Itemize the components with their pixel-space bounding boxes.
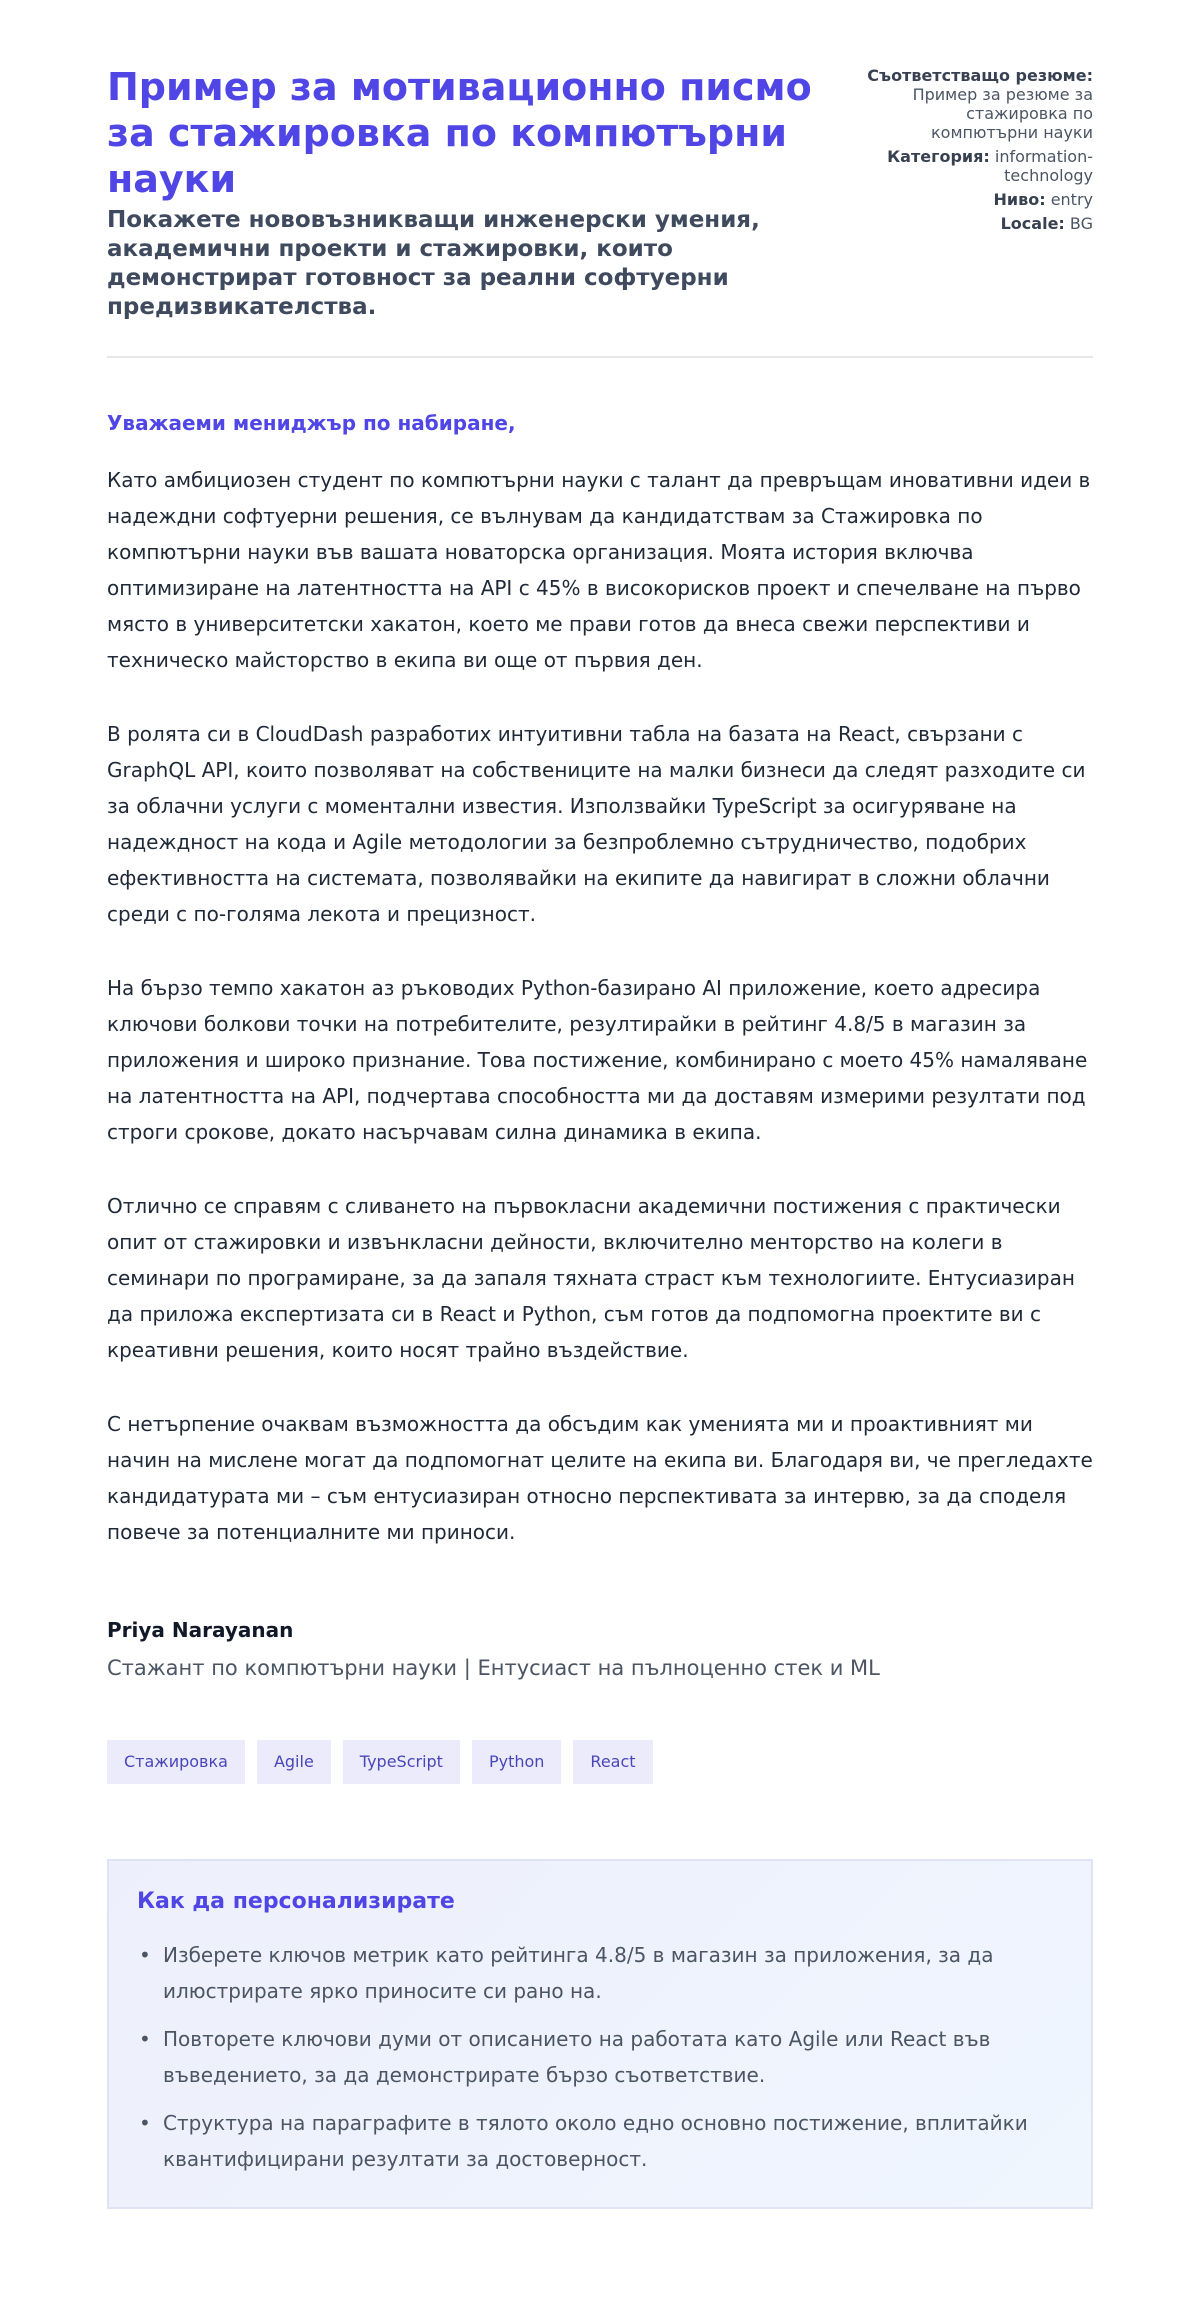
- tips-list: [137, 1937, 1063, 2177]
- bullet-icon: •: [139, 1943, 151, 1967]
- bullet-icon: •: [139, 2111, 151, 2135]
- letter-paragraphs: [107, 462, 1093, 1550]
- tag-chip: Стажировка: [107, 1740, 245, 1784]
- letter-greeting: Уважаеми мениджър по набиране,: [107, 411, 516, 435]
- page-header: [107, 64, 1093, 358]
- meta-level: [863, 190, 1093, 209]
- tag-chip: TypeScript: [343, 1740, 460, 1784]
- meta-resume-value: Пример за резюме за стажировка по компютърни науки: [912, 85, 1093, 142]
- meta-locale-label: Locale:: [1000, 214, 1065, 233]
- meta-category: [863, 147, 1093, 185]
- meta-level-label: Ниво:: [993, 190, 1046, 209]
- tag-chip: React: [573, 1740, 652, 1784]
- tips-list-item: [137, 2021, 1063, 2093]
- tips-item-text: Повторете ключови думи от описанието на работата като Agile или React във въведението, за да демонстрирате бързо съответствие.: [163, 2027, 991, 2087]
- page-subtitle: Покажете нововъзникващи инженерски умения, академични проекти и стажировки, които демонстрират готовност за реални софтуерни предизвикателства.: [107, 207, 760, 320]
- meta-locale-value: BG: [1069, 214, 1093, 233]
- meta-locale: [863, 214, 1093, 233]
- signature-name: Priya Narayanan: [107, 1618, 294, 1642]
- letter-paragraph: Като амбициозен студент по компютърни науки с талант да превръщам иновативни идеи в надеждни софтуерни решения, се вълнувам да кандидатствам за Стажировка по компютърни науки във вашата новаторска организация. Моята история включва оптимизиране на латентността на API с 45% в високорисков проект и спечелване на първо място в университетски хакатон, което ме прави готов да внеса свежи перспективи и техническо майсторство в екипа ви още от първия ден.: [107, 468, 1091, 672]
- meta-category-value: information-technology: [994, 147, 1093, 185]
- meta-category-label: Категория:: [887, 147, 990, 166]
- letter-paragraph: С нетърпение очаквам възможността да обсъдим как уменията ми и проактивният ми начин на мислене могат да подпомогнат целите на екипа ви. Благодаря ви, че прегледахте кандидатурата ми – съм ентусиазиран относно перспективата за интервю, за да споделя повече за потенциалните ми приноси.: [107, 1412, 1093, 1544]
- cover-letter-page: [107, 0, 1093, 2269]
- signature-block: [107, 1616, 1093, 1682]
- tips-title: Как да персонализирате: [137, 1889, 455, 1914]
- page-title: Пример за мотивационно писмо за стажировка по компютърни науки: [107, 65, 812, 201]
- tips-item-text: Изберете ключов метрик като рейтинга 4.8/5 в магазин за приложения, за да илюстрирате ярко приносите си рано на.: [163, 1943, 994, 2003]
- tips-item-text: Структура на параграфите в тялото около едно основно постижение, вплитайки квантифицирани резултати за достоверност.: [163, 2111, 1028, 2171]
- tag-list: [107, 1740, 1093, 1784]
- letter-paragraph: На бързо темпо хакатон аз ръководих Python-базирано AI приложение, което адресира ключови болкови точки на потребителите, резултирайки в рейтинг 4.8/5 в магазин за приложения и широко признание. Това постижение, комбинирано с моето 45% намаляване на латентността на API, подчертава способността ми да доставям измерими резултати под строги срокове, докато насърчавам силна динамика в екипа.: [107, 976, 1088, 1144]
- tag-chip: Agile: [257, 1740, 331, 1784]
- meta-level-value: entry: [1050, 190, 1093, 209]
- tips-list-item: [137, 1937, 1063, 2009]
- tips-list-item: [137, 2105, 1063, 2177]
- customization-tips-box: [107, 1859, 1093, 2209]
- header-titles: [107, 64, 837, 322]
- bullet-icon: •: [139, 2027, 151, 2051]
- letter-body: [107, 410, 1093, 1550]
- meta-panel: [863, 64, 1093, 238]
- tag-chip: Python: [472, 1740, 561, 1784]
- signature-title: Стажант по компютърни науки | Ентусиаст на пълноценно стек и ML: [107, 1656, 880, 1680]
- meta-resume: [863, 66, 1093, 142]
- letter-paragraph: В ролята си в CloudDash разработих интуитивни табла на базата на React, свързани с GraphQL API, които позволяват на собствениците на малки бизнеси да следят разходите си за облачни услуги с моментални известия. Използвайки TypeScript за осигуряване на надеждност на кода и Agile методологии за безпроблемно сътрудничество, подобрих ефективността на системата, позволявайки на екипите да навигират в сложни облачни среди с по-голяма лекота и прецизност.: [107, 722, 1086, 926]
- letter-paragraph: Отлично се справям с сливането на първокласни академични постижения с практически опит от стажировки и извънкласни дейности, включително менторство на колеги в семинари по програмиране, за да запаля тяхната страст към технологиите. Ентусиазиран да приложа експертизата си в React и Python, съм готов да подпомогна проектите ви с креативни решения, които носят трайно въздействие.: [107, 1194, 1075, 1362]
- meta-resume-label: Съответстващо резюме:: [867, 66, 1093, 85]
